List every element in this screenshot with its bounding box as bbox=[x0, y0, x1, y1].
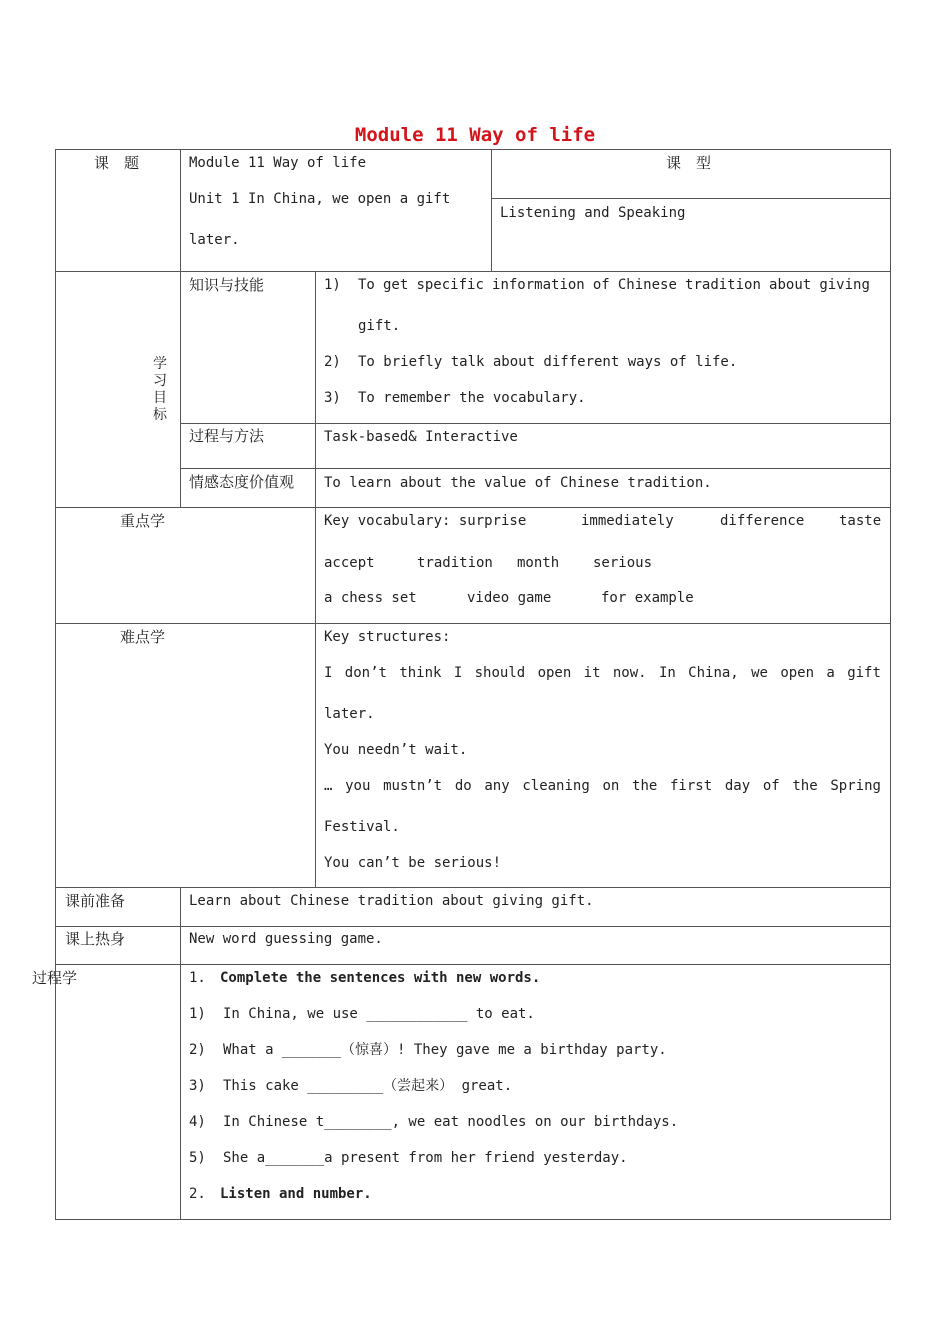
word: about bbox=[769, 277, 812, 293]
exercise-number: 5) bbox=[189, 1150, 206, 1166]
word: the bbox=[792, 778, 818, 794]
key-vocab-word: tradition bbox=[417, 555, 493, 571]
key-vocab-word: month bbox=[517, 555, 560, 571]
emotion-value: To learn about the value of Chinese tradition. bbox=[324, 475, 712, 491]
word: don’t bbox=[344, 665, 387, 681]
process-method-label: 过程与方法 bbox=[189, 427, 265, 445]
word: get bbox=[383, 277, 409, 293]
word: To bbox=[358, 277, 375, 293]
difficulty-line: You needn’t wait. bbox=[324, 742, 468, 758]
word: think bbox=[399, 665, 442, 681]
table-border bbox=[55, 149, 56, 1220]
word: China, bbox=[688, 665, 739, 681]
type-value: Listening and Speaking bbox=[500, 205, 686, 221]
difficulty-line-justified bbox=[324, 777, 881, 795]
table-border bbox=[890, 149, 891, 1220]
word: I bbox=[453, 665, 463, 681]
difficulty-line: You can’t be serious! bbox=[324, 855, 502, 871]
word: tradition bbox=[685, 277, 761, 293]
key-vocab-word: a chess set bbox=[324, 590, 417, 606]
difficulties-label: 难点学 bbox=[120, 628, 166, 646]
exercise-number: 4) bbox=[189, 1114, 206, 1130]
word: should bbox=[474, 665, 526, 681]
process-label: 过程学 bbox=[32, 969, 78, 987]
preparation-label: 课前准备 bbox=[65, 892, 126, 910]
exercise-item: What a _______（惊喜）! They gave me a birthday party. bbox=[223, 1042, 667, 1058]
knowledge-label: 知识与技能 bbox=[189, 276, 265, 294]
warmup-value: New word guessing game. bbox=[189, 931, 383, 947]
word: first bbox=[670, 778, 713, 794]
task-1-title: Complete the sentences with new words. bbox=[220, 970, 541, 986]
process-method-value: Task-based& Interactive bbox=[324, 429, 518, 445]
word: the bbox=[632, 778, 658, 794]
table-divider bbox=[180, 887, 181, 1220]
key-vocab-word: difference bbox=[720, 513, 805, 529]
type-label: 课 型 bbox=[666, 154, 712, 172]
exercise-item: This cake _________（尝起来） great. bbox=[223, 1078, 513, 1094]
word: cleaning bbox=[522, 778, 590, 794]
word: In bbox=[658, 665, 676, 681]
word: any bbox=[484, 778, 510, 794]
key-vocab-word: immediately bbox=[581, 513, 674, 529]
word: we bbox=[751, 665, 768, 681]
word: now. bbox=[612, 665, 647, 681]
key-vocab-word: video game bbox=[467, 590, 552, 606]
warmup-label: 课上热身 bbox=[65, 930, 126, 948]
task-2-title: Listen and number. bbox=[220, 1186, 372, 1202]
key-vocab-word: for example bbox=[601, 590, 694, 606]
word: giving bbox=[819, 277, 870, 293]
word: information bbox=[492, 277, 585, 293]
difficulty-line-justified bbox=[324, 664, 881, 682]
topic-line-2: Unit 1 In China, we open a gift bbox=[189, 191, 451, 207]
knowledge-item-2: To briefly talk about different ways of life. bbox=[358, 354, 738, 370]
key-vocab-intro: Key vocabulary: surprise bbox=[324, 513, 527, 529]
difficulty-line: Key structures: bbox=[324, 629, 451, 645]
word: gift bbox=[847, 665, 881, 681]
topic-label: 课 题 bbox=[94, 154, 140, 172]
knowledge-item-1-cont: gift. bbox=[358, 318, 401, 334]
table-divider bbox=[55, 623, 891, 624]
word: mustn’t bbox=[383, 778, 443, 794]
word: of bbox=[762, 778, 780, 794]
knowledge-num-2: 2) bbox=[324, 354, 341, 370]
knowledge-item-3: To remember the vocabulary. bbox=[358, 390, 586, 406]
table-divider bbox=[180, 468, 891, 469]
topic-line-1: Module 11 Way of life bbox=[189, 155, 367, 171]
word: do bbox=[454, 778, 472, 794]
word: specific bbox=[416, 277, 484, 293]
exercise-number: 2) bbox=[189, 1042, 206, 1058]
word: I bbox=[324, 665, 333, 681]
task-1-number: 1. bbox=[189, 970, 206, 986]
word: on bbox=[602, 778, 620, 794]
table-divider bbox=[491, 198, 891, 199]
word: Chinese bbox=[617, 277, 677, 293]
exercise-item: She a_______a present from her friend yesterday. bbox=[223, 1150, 628, 1166]
difficulty-line: later. bbox=[324, 706, 375, 722]
topic-line-3: later. bbox=[189, 232, 240, 248]
word: of bbox=[592, 277, 610, 293]
knowledge-num-1: 1) bbox=[324, 277, 341, 293]
key-vocab-word: accept bbox=[324, 555, 375, 571]
word: day bbox=[724, 778, 751, 794]
key-vocab-word: serious bbox=[593, 555, 653, 571]
word: open bbox=[537, 665, 572, 681]
table-divider bbox=[315, 271, 316, 888]
word: it bbox=[583, 665, 601, 681]
page-title: Module 11 Way of life bbox=[354, 124, 596, 146]
exercise-item: In China, we use ____________ to eat. bbox=[223, 1006, 535, 1022]
key-points-label: 重点学 bbox=[120, 512, 166, 530]
exercise-number: 3) bbox=[189, 1078, 206, 1094]
task-2-number: 2. bbox=[189, 1186, 206, 1202]
difficulty-line: Festival. bbox=[324, 819, 400, 835]
exercise-item: In Chinese t________, we eat noodles on our birthdays. bbox=[223, 1114, 679, 1130]
word: open bbox=[780, 665, 815, 681]
word: … bbox=[324, 778, 333, 794]
emotion-label: 情感态度价值观 bbox=[189, 473, 295, 491]
knowledge-num-3: 3) bbox=[324, 390, 341, 406]
word: Spring bbox=[830, 778, 881, 794]
word: you bbox=[345, 778, 371, 794]
preparation-value: Learn about Chinese tradition about giving gift. bbox=[189, 893, 594, 909]
table-divider bbox=[180, 423, 891, 424]
objectives-label: 学 习 目 标 bbox=[153, 356, 167, 423]
table-divider bbox=[491, 149, 492, 272]
exercise-number: 1) bbox=[189, 1006, 206, 1022]
table-divider bbox=[180, 149, 181, 508]
knowledge-item-1 bbox=[358, 276, 870, 294]
word: a bbox=[826, 665, 835, 681]
key-vocab-word: taste bbox=[839, 513, 882, 529]
